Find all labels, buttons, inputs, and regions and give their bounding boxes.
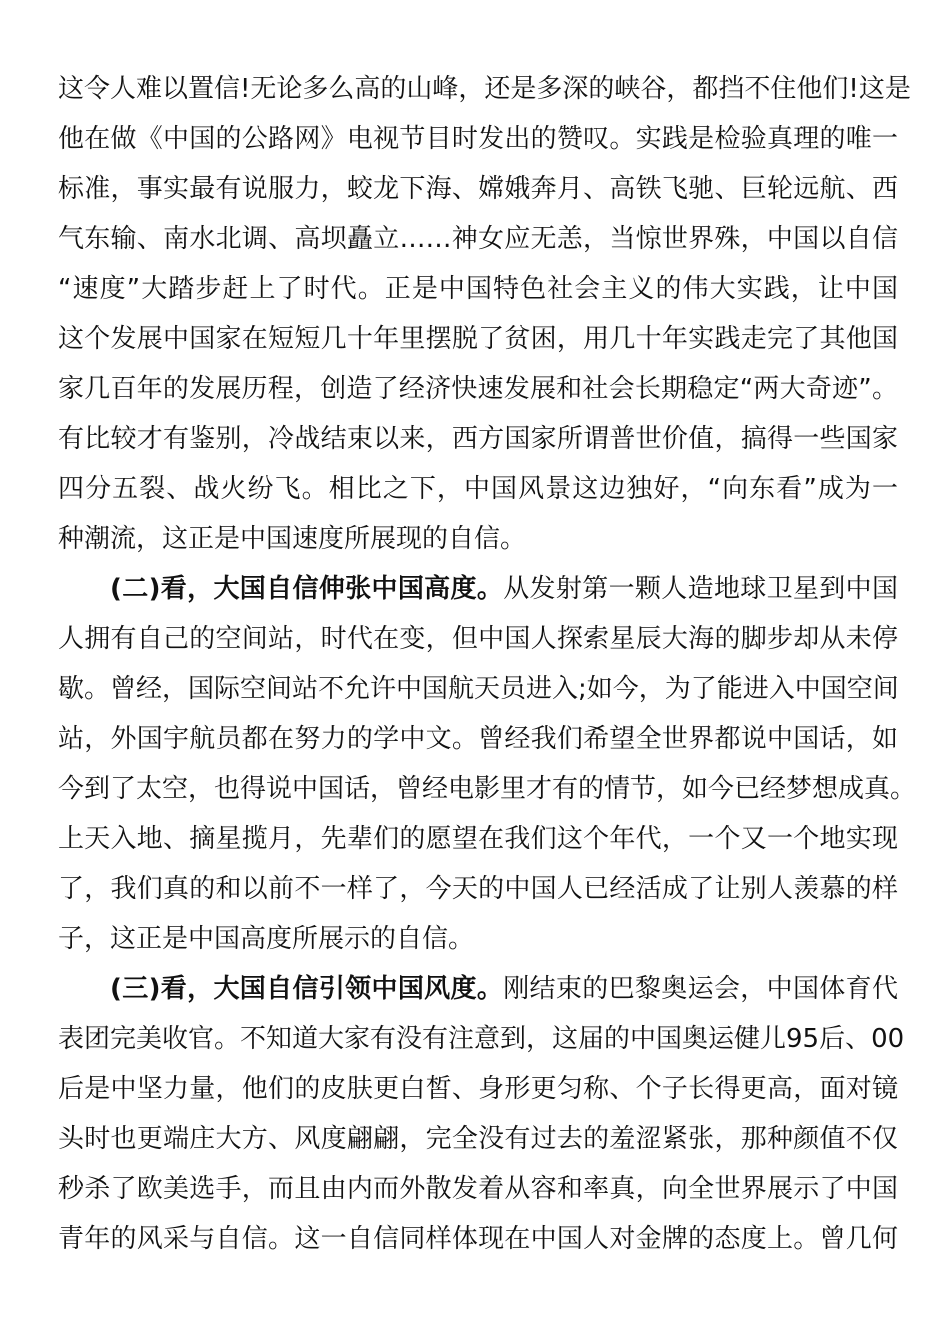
paragraph-line: 子，这正是中国高度所展示的自信。 — [58, 924, 475, 954]
paragraph-line: 有比较才有鉴别，冷战结束以来，西方国家所谓普世价值，搞得一些国家 — [58, 424, 898, 454]
paragraph-line: 秒杀了欧美选手，而且由内而外散发着从容和率真，向全世界展示了中国 — [58, 1174, 898, 1204]
paragraph-line: 这个发展中国家在短短几十年里摆脱了贫困，用几十年实践走完了其他国 — [58, 324, 898, 354]
paragraph-line: 人拥有自己的空间站，时代在变，但中国人探索星辰大海的脚步却从未停 — [58, 624, 898, 654]
paragraph-line: 上天入地、摘星揽月，先辈们的愿望在我们这个年代，一个又一个地实现 — [58, 824, 898, 854]
paragraph-line: 了，我们真的和以前不一样了，今天的中国人已经活成了让别人羡慕的样 — [58, 874, 898, 904]
paragraph-line: 头时也更端庄大方、风度翩翩，完全没有过去的羞涩紧张，那种颜值不仅 — [58, 1124, 898, 1154]
paragraph-first-line — [58, 964, 898, 1014]
paragraph-line: 四分五裂、战火纷飞。相比之下，中国风景这边独好，“向东看”成为一 — [58, 474, 898, 504]
paragraph-line: 这令人难以置信!无论多么高的山峰，还是多深的峡谷，都挡不住他们!这是 — [58, 74, 911, 104]
paragraph-line: 今到了太空，也得说中国话，曾经电影里才有的情节，如今已经梦想成真。 — [58, 774, 917, 804]
paragraph-line: 气东输、南水北调、高坝矗立……神女应无恙，当惊世界殊，中国以自信 — [58, 224, 898, 254]
paragraph-line: 家几百年的发展历程，创造了经济快速发展和社会长期稳定“两大奇迹”。 — [58, 374, 898, 404]
paragraph-line: 站，外国宇航员都在努力的学中文。曾经我们希望全世界都说中国话，如 — [58, 724, 898, 754]
paragraph-line: 表团完美收官。不知道大家有没有注意到，这届的中国奥运健儿95后、00 — [58, 1024, 905, 1054]
paragraph-grace — [58, 964, 905, 1264]
paragraph-line: 后是中坚力量，他们的皮肤更白皙、身形更匀称、个子长得更高，面对镜 — [58, 1074, 898, 1104]
paragraph-line-rest: 从发射第一颗人造地球卫星到中国 — [503, 574, 898, 604]
paragraph-line: 他在做《中国的公路网》电视节目时发出的赞叹。实践是检验真理的唯一 — [58, 124, 898, 154]
paragraph-line: 青年的风采与自信。这一自信同样体现在中国人对金牌的态度上。曾几何 — [58, 1224, 898, 1254]
section-heading-grace: (三)看，大国自信引领中国风度。 — [110, 974, 504, 1004]
paragraph-speed — [58, 64, 911, 564]
paragraph-height — [58, 564, 917, 964]
paragraph-first-line — [58, 564, 898, 614]
paragraph-line: 歇。曾经，国际空间站不允许中国航天员进入;如今，为了能进入中国空间 — [58, 674, 899, 704]
paragraph-line: 种潮流，这正是中国速度所展现的自信。 — [58, 524, 527, 554]
paragraph-line: 标准，事实最有说服力，蛟龙下海、嫦娥奔月、高铁飞驰、巨轮远航、西 — [58, 174, 898, 204]
paragraph-line: “速度”大踏步赶上了时代。正是中国特色社会主义的伟大实践，让中国 — [58, 274, 898, 304]
paragraph-line-rest: 刚结束的巴黎奥运会，中国体育代 — [503, 974, 898, 1004]
section-heading-height: (二)看，大国自信伸张中国高度。 — [110, 574, 504, 604]
